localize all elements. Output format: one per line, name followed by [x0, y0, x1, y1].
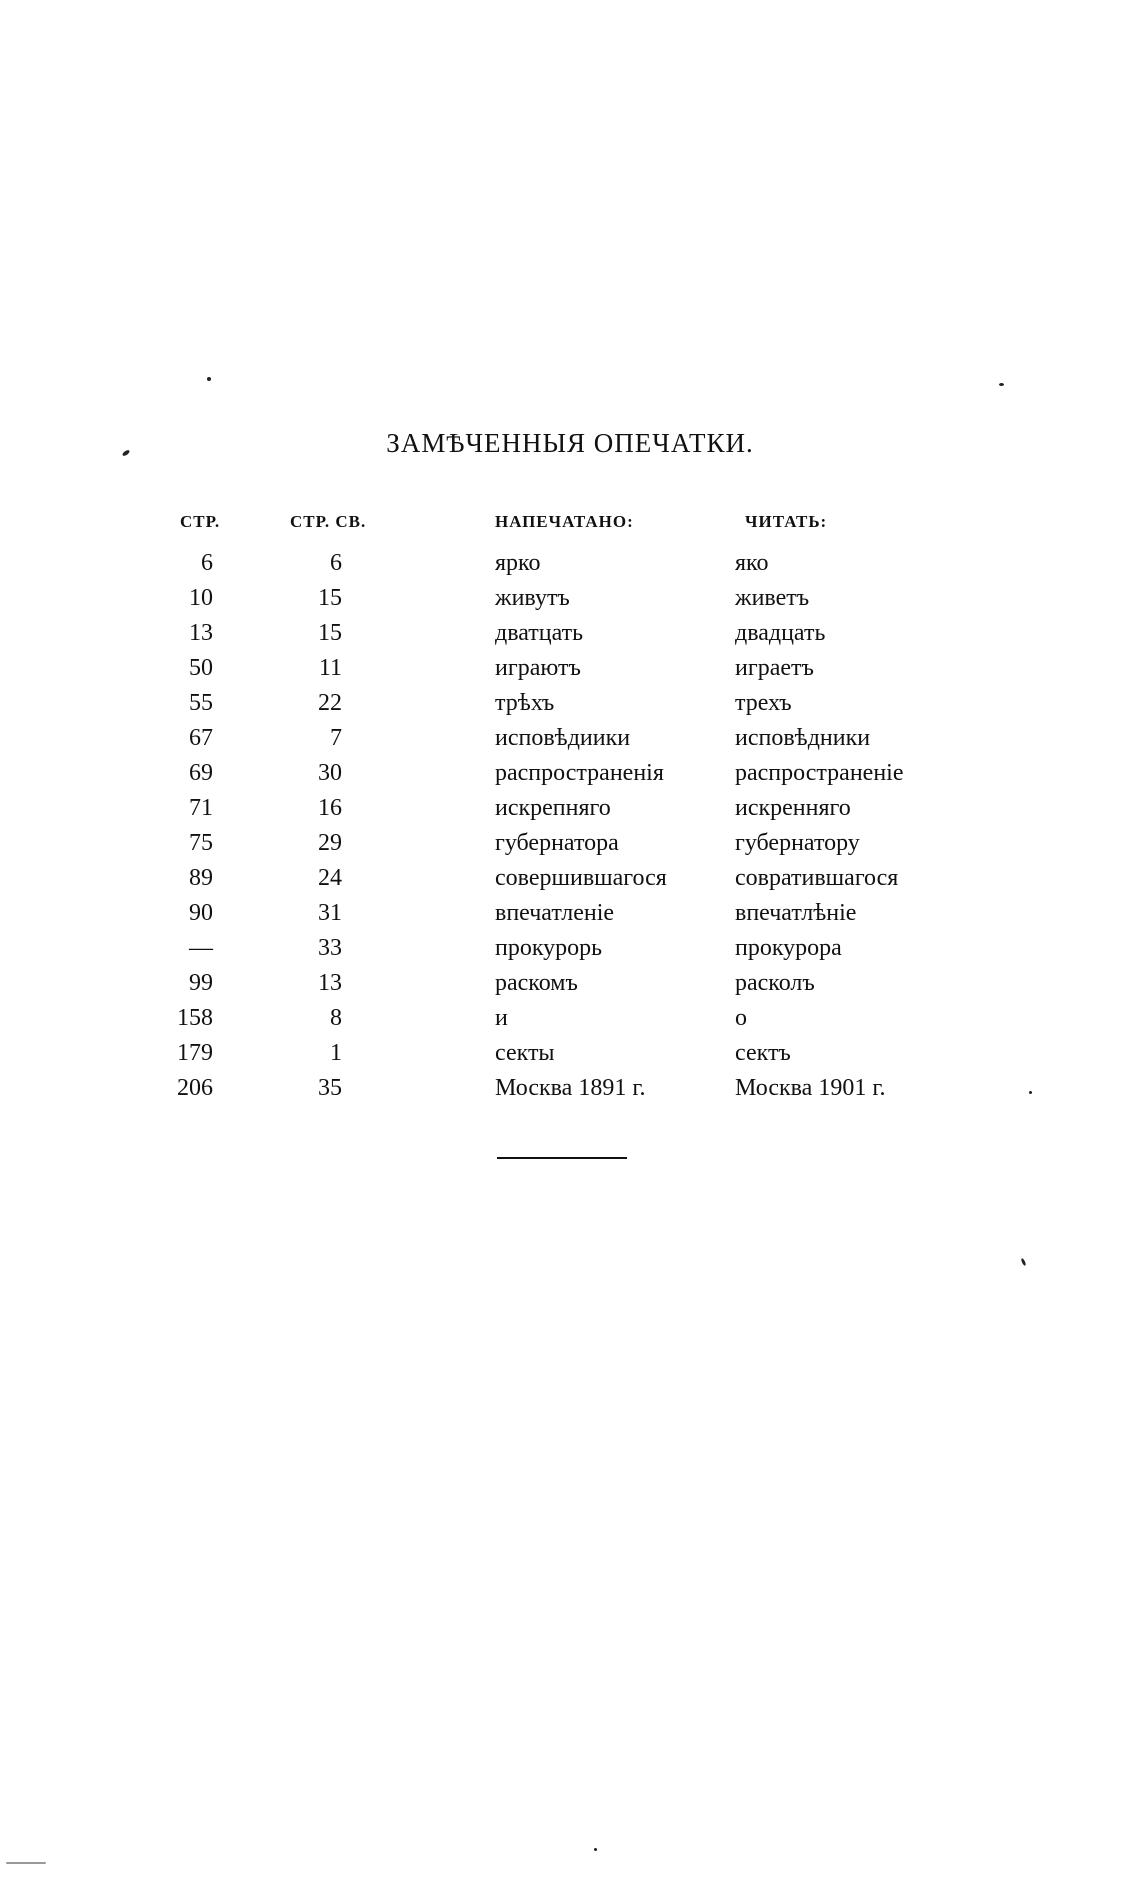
cell-read: губернатору: [735, 830, 860, 856]
cell-line: 8: [330, 1005, 342, 1031]
cell-line: 7: [330, 725, 342, 751]
cell-printed: Москва 1891 г.: [495, 1075, 646, 1101]
cell-page: 67: [189, 725, 213, 751]
table-row: [0, 616, 1140, 651]
cell-printed: исповѣдиики: [495, 725, 631, 751]
errata-table: [0, 546, 1140, 1106]
cell-page: 6: [201, 550, 213, 576]
closing-rule: [497, 1157, 627, 1159]
table-row: [0, 651, 1140, 686]
cell-read: яко: [735, 550, 769, 576]
cell-line: 15: [318, 585, 342, 611]
cell-line: 1: [330, 1040, 342, 1066]
table-row: [0, 1036, 1140, 1071]
scan-speck: [1020, 1258, 1026, 1267]
cell-line: 33: [318, 935, 342, 961]
cell-read: Москва 1901 г.: [735, 1075, 886, 1101]
table-row: [0, 791, 1140, 826]
cell-line: 15: [318, 620, 342, 646]
scan-speck: [6, 1862, 46, 1864]
table-row: [0, 861, 1140, 896]
table-row: [0, 756, 1140, 791]
cell-read: живетъ: [735, 585, 810, 611]
cell-line: 13: [318, 970, 342, 996]
cell-page: —: [189, 935, 213, 961]
cell-printed: трѣхъ: [495, 690, 555, 716]
cell-read: впечатлѣніе: [735, 900, 857, 926]
cell-printed: ярко: [495, 550, 541, 576]
cell-page: 10: [189, 585, 213, 611]
cell-line: 29: [318, 830, 342, 856]
cell-read: расколъ: [735, 970, 815, 996]
cell-read: о: [735, 1005, 747, 1031]
cell-line: 24: [318, 865, 342, 891]
table-header: [0, 512, 1140, 540]
cell-page: 90: [189, 900, 213, 926]
cell-line: 35: [318, 1075, 342, 1101]
cell-page: 179: [177, 1040, 213, 1066]
cell-read: прокурора: [735, 935, 842, 961]
scan-speck: [594, 1848, 597, 1851]
cell-read: трехъ: [735, 690, 792, 716]
table-row: [0, 896, 1140, 931]
cell-read: распространеніе: [735, 760, 904, 786]
cell-printed: играютъ: [495, 655, 581, 681]
cell-read: исповѣдники: [735, 725, 871, 751]
header-read: ЧИТАТЬ:: [745, 512, 828, 531]
cell-line: 30: [318, 760, 342, 786]
table-row: [0, 1071, 1140, 1106]
cell-page: 75: [189, 830, 213, 856]
cell-line: 16: [318, 795, 342, 821]
cell-read: сектъ: [735, 1040, 791, 1066]
cell-line: 6: [330, 550, 342, 576]
cell-printed: совершившагося: [495, 865, 667, 891]
header-line: СТР. СВ.: [290, 512, 367, 531]
cell-line: 22: [318, 690, 342, 716]
cell-page: 99: [189, 970, 213, 996]
scan-speck: [207, 377, 211, 381]
cell-page: 50: [189, 655, 213, 681]
cell-page: 89: [189, 865, 213, 891]
header-page: СТР.: [180, 512, 221, 531]
scan-speck: [999, 383, 1004, 386]
cell-printed: губернатора: [495, 830, 619, 856]
cell-page: 71: [189, 795, 213, 821]
cell-page: 69: [189, 760, 213, 786]
table-row: [0, 826, 1140, 861]
scan-speck: [1029, 1091, 1032, 1094]
cell-printed: впечатленіе: [495, 900, 615, 926]
cell-printed: дватцать: [495, 620, 584, 646]
cell-read: играетъ: [735, 655, 814, 681]
cell-line: 31: [318, 900, 342, 926]
table-row: [0, 1001, 1140, 1036]
table-row: [0, 546, 1140, 581]
cell-read: искренняго: [735, 795, 851, 821]
cell-page: 55: [189, 690, 213, 716]
cell-printed: живутъ: [495, 585, 570, 611]
cell-printed: раскомъ: [495, 970, 578, 996]
cell-printed: и: [495, 1005, 508, 1031]
cell-page: 13: [189, 620, 213, 646]
table-row: [0, 931, 1140, 966]
page-title: ЗАМѢЧЕННЫЯ ОПЕЧАТКИ.: [386, 428, 754, 458]
table-row: [0, 966, 1140, 1001]
cell-page: 158: [177, 1005, 213, 1031]
cell-read: совратившагося: [735, 865, 899, 891]
cell-read: двадцать: [735, 620, 826, 646]
table-row: [0, 581, 1140, 616]
cell-printed: прокурорь: [495, 935, 603, 961]
cell-page: 206: [177, 1075, 213, 1101]
table-row: [0, 686, 1140, 721]
cell-printed: секты: [495, 1040, 555, 1066]
cell-printed: распространенія: [495, 760, 664, 786]
cell-printed: искрепняго: [495, 795, 611, 821]
header-printed: НАПЕЧАТАНО:: [495, 512, 634, 531]
table-row: [0, 721, 1140, 756]
cell-line: 11: [318, 655, 342, 681]
